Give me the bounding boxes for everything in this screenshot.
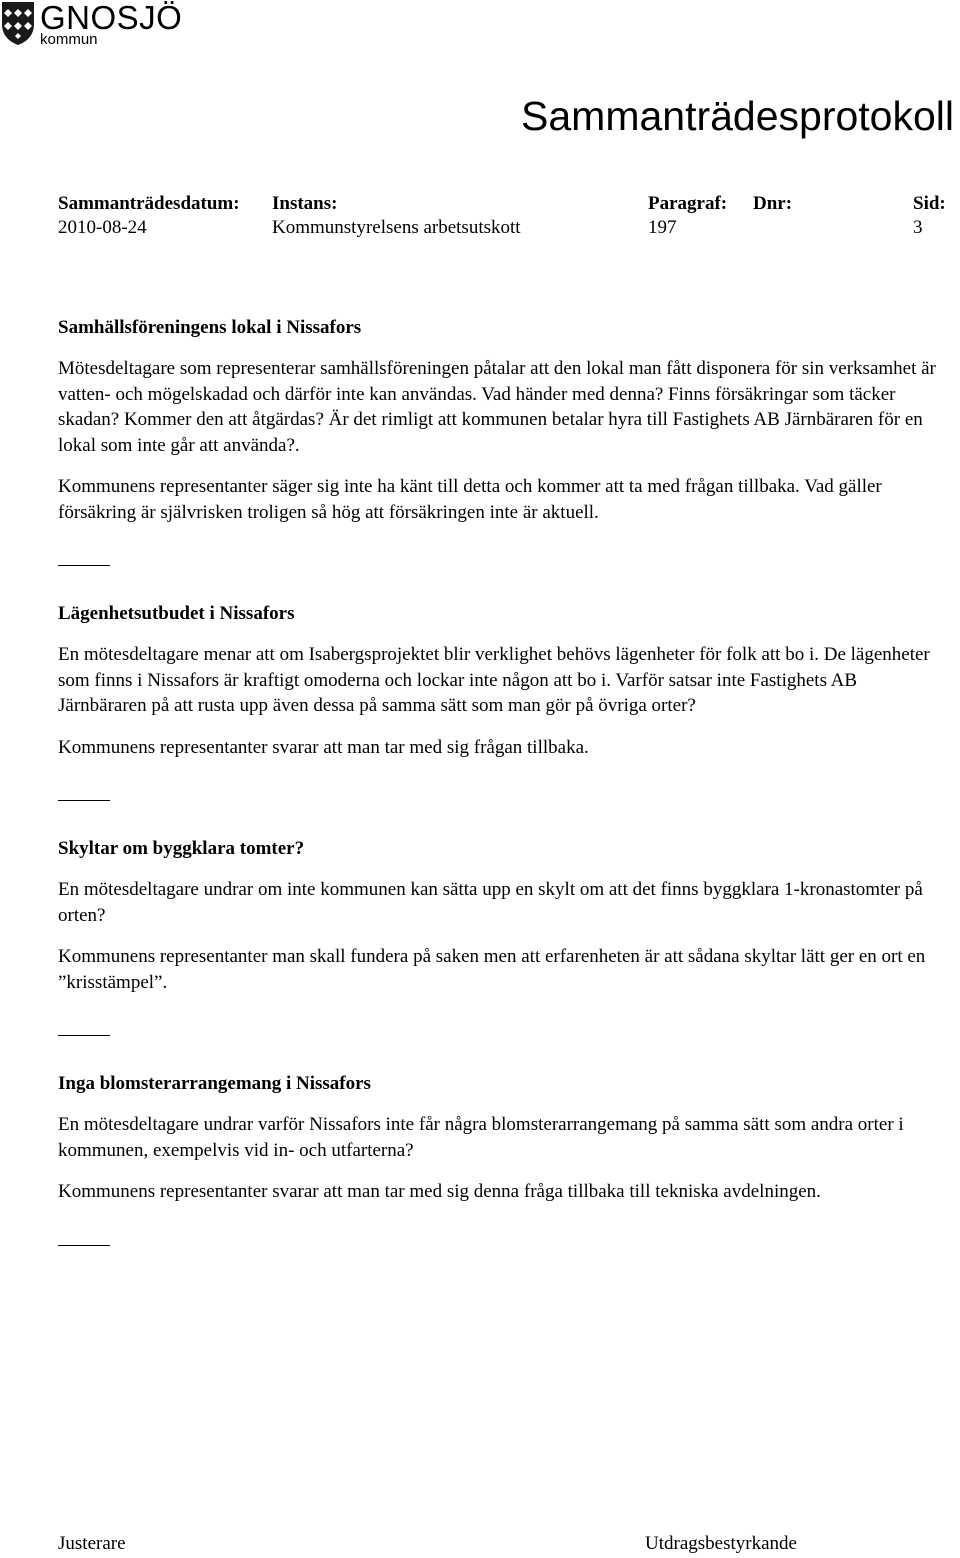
section-title: Lägenhetsutbudet i Nissafors: [58, 603, 295, 624]
section-divider: [58, 800, 110, 801]
paragraph-label: Paragraf:: [648, 193, 728, 214]
date-value: 2010-08-24: [58, 217, 147, 238]
footer-certified-extract-label: Utdragsbestyrkande: [645, 1533, 797, 1554]
protocol-body: [58, 316, 950, 1246]
page-label: Sid:: [913, 193, 946, 214]
municipality-logo: [0, 0, 190, 52]
logo-name: GNOSJÖ: [40, 0, 183, 36]
paragraph-value: 197: [648, 217, 677, 238]
section-title: Inga blomsterarrangemang i Nissafors: [58, 1073, 371, 1094]
section-divider: [58, 1035, 110, 1036]
instance-value: Kommunstyrelsens arbetsutskott: [272, 217, 521, 238]
protocol-header: [0, 192, 960, 244]
section-apartment-supply: [58, 602, 950, 760]
section-community-premises: [58, 316, 950, 525]
section-title: Samhällsföreningens lokal i Nissafors: [58, 317, 362, 338]
instance-label: Instans:: [272, 193, 338, 214]
date-label: Sammanträdesdatum:: [58, 193, 240, 214]
coat-of-arms-icon: [0, 0, 36, 46]
document-title: Sammanträdesprotokoll: [521, 93, 954, 139]
section-divider: [58, 565, 110, 566]
page-value: 3: [913, 217, 923, 238]
section-divider: [58, 1245, 110, 1246]
section-building-plot-signs: [58, 837, 950, 995]
section-flower-arrangements: [58, 1072, 950, 1205]
section-paragraph: Mötesdeltagare som representerar samhällsföreningen påtalar att den lokal man fått disponera för sin verksamhet är vatten- och mögelskadad och därför inte kan användas. Vad händer med denna? Finns försäkringar som täcker skadan? Kommer den att åtgärdas? Är det rimligt att kommunen betalar hyra till Fastighets AB Järnbäraren för en lokal som inte går att använda?.: [58, 358, 936, 456]
section-paragraph: Kommunens representanter man skall fundera på saken men att erfarenheten är att sådana skyltar lätt ger en ort en ”krisstämpel”.: [58, 946, 926, 993]
section-title: Skyltar om byggklara tomter?: [58, 838, 305, 859]
page-footer: [0, 1530, 960, 1558]
section-paragraph: Kommunens representanter svarar att man tar med sig denna fråga tillbaka till tekniska avdelningen.: [58, 1181, 821, 1202]
section-paragraph: En mötesdeltagare undrar varför Nissafors inte får några blomsterarrangemang på samma sätt som andra orter i kommunen, exempelvis vid in- och utfarterna?: [58, 1114, 904, 1161]
footer-adjuster-label: Justerare: [58, 1533, 126, 1554]
section-paragraph: En mötesdeltagare undrar om inte kommunen kan sätta upp en skylt om att det finns byggklara 1-kronastomter på orten?: [58, 879, 923, 926]
logo-subtitle: kommun: [40, 31, 98, 48]
section-paragraph: Kommunens representanter säger sig inte ha känt till detta och kommer att ta med frågan tillbaka. Vad gäller försäkring är självrisken troligen så hög att försäkringen inte är aktuell.: [58, 476, 882, 523]
section-paragraph: En mötesdeltagare menar att om Isabergsprojektet blir verklighet behövs lägenheter för folk att bo i. De lägenheter som finns i Nissafors är kraftigt omoderna och lockar inte någon att bo i. Varför satsar inte Fastighets AB Järnbäraren på att rusta upp även dessa på samma sätt som man gör på övriga orter?: [58, 644, 930, 716]
dnr-label: Dnr:: [753, 193, 793, 214]
section-paragraph: Kommunens representanter svarar att man tar med sig frågan tillbaka.: [58, 736, 589, 758]
